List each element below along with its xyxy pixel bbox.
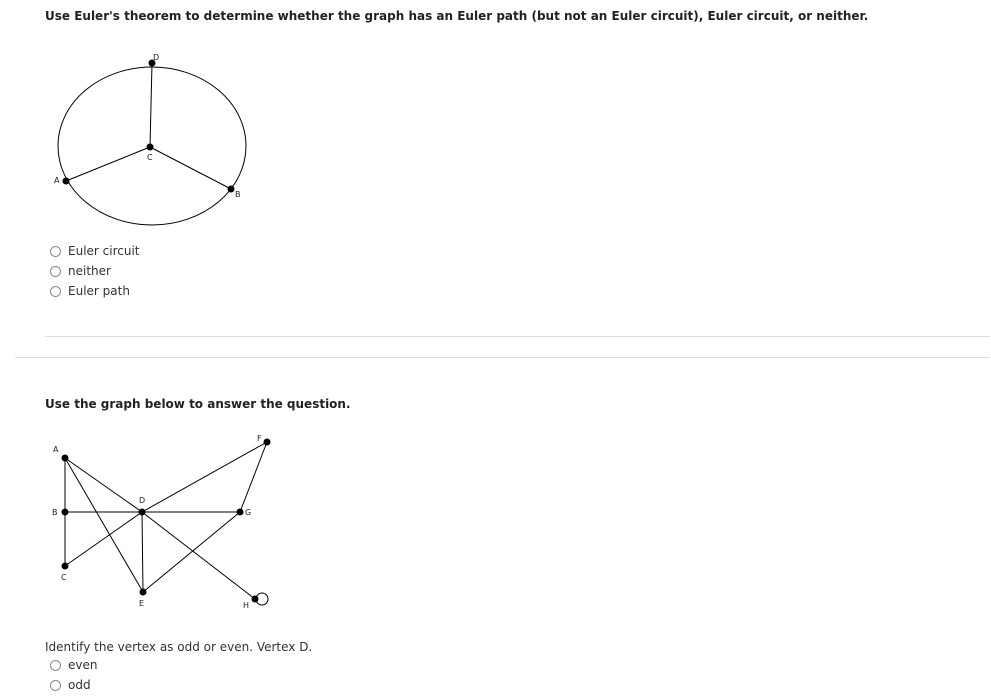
radio-button[interactable] xyxy=(50,266,61,277)
vertex-c xyxy=(147,144,154,151)
vertex-h xyxy=(252,596,259,603)
radio-button[interactable] xyxy=(50,246,61,257)
euler-graph-1 xyxy=(0,40,270,235)
vertex-label-d: D xyxy=(153,53,160,62)
option-even[interactable] xyxy=(50,656,97,674)
vertex-label-b: B xyxy=(235,190,241,199)
question-1-title: Use Euler's theorem to determine whether the graph has an Euler path (but not an Euler circuit), Euler circuit, or neither. xyxy=(45,9,869,23)
vertex-b xyxy=(62,509,69,516)
vertex-a xyxy=(63,178,70,185)
vertex-e xyxy=(140,589,147,596)
option-odd[interactable] xyxy=(50,676,91,694)
option-label: Euler path xyxy=(68,284,130,298)
vertex-label-c: C xyxy=(61,573,67,582)
vertex-label-g: G xyxy=(245,508,252,517)
vertex-label-a: A xyxy=(54,176,60,185)
option-label: neither xyxy=(68,264,111,278)
vertex-label-b: B xyxy=(52,508,58,517)
vertex-label-h: H xyxy=(243,601,250,610)
option-neither[interactable] xyxy=(50,262,111,280)
question-2-title: Use the graph below to answer the question. xyxy=(45,397,351,411)
option-euler-circuit[interactable] xyxy=(50,242,140,260)
edge-f-g xyxy=(240,442,267,512)
edge-d-e xyxy=(142,512,143,592)
vertex-c xyxy=(62,563,69,570)
edge-d-f xyxy=(142,442,267,512)
vertex-label-f: F xyxy=(257,434,262,443)
question-2-prompt: Identify the vertex as odd or even. Vertex D. xyxy=(45,640,313,654)
edge-a-e xyxy=(65,458,146,592)
euler-graph-2 xyxy=(0,430,290,615)
radio-button[interactable] xyxy=(50,680,61,691)
edge-c-b xyxy=(150,147,231,189)
option-label: odd xyxy=(68,678,91,692)
vertex-label-c: C xyxy=(147,153,153,162)
edge-d-h xyxy=(142,512,255,599)
vertex-a xyxy=(62,455,69,462)
option-euler-path[interactable] xyxy=(50,282,130,300)
edge-a-d xyxy=(65,458,142,512)
vertex-d xyxy=(139,509,146,516)
divider xyxy=(45,336,990,337)
vertex-g xyxy=(237,509,244,516)
vertex-f xyxy=(264,439,271,446)
section-divider xyxy=(15,357,990,358)
option-label: even xyxy=(68,658,98,672)
edge-c-d xyxy=(65,512,142,566)
vertex-label-e: E xyxy=(139,599,145,608)
radio-button[interactable] xyxy=(50,286,61,297)
option-label: Euler circuit xyxy=(68,244,140,258)
vertex-label-a: A xyxy=(53,445,59,454)
vertex-label-d: D xyxy=(139,496,146,505)
edge-c-a xyxy=(66,147,150,181)
vertex-b xyxy=(228,186,235,193)
radio-button[interactable] xyxy=(50,660,61,671)
edge-c-d xyxy=(150,63,152,147)
